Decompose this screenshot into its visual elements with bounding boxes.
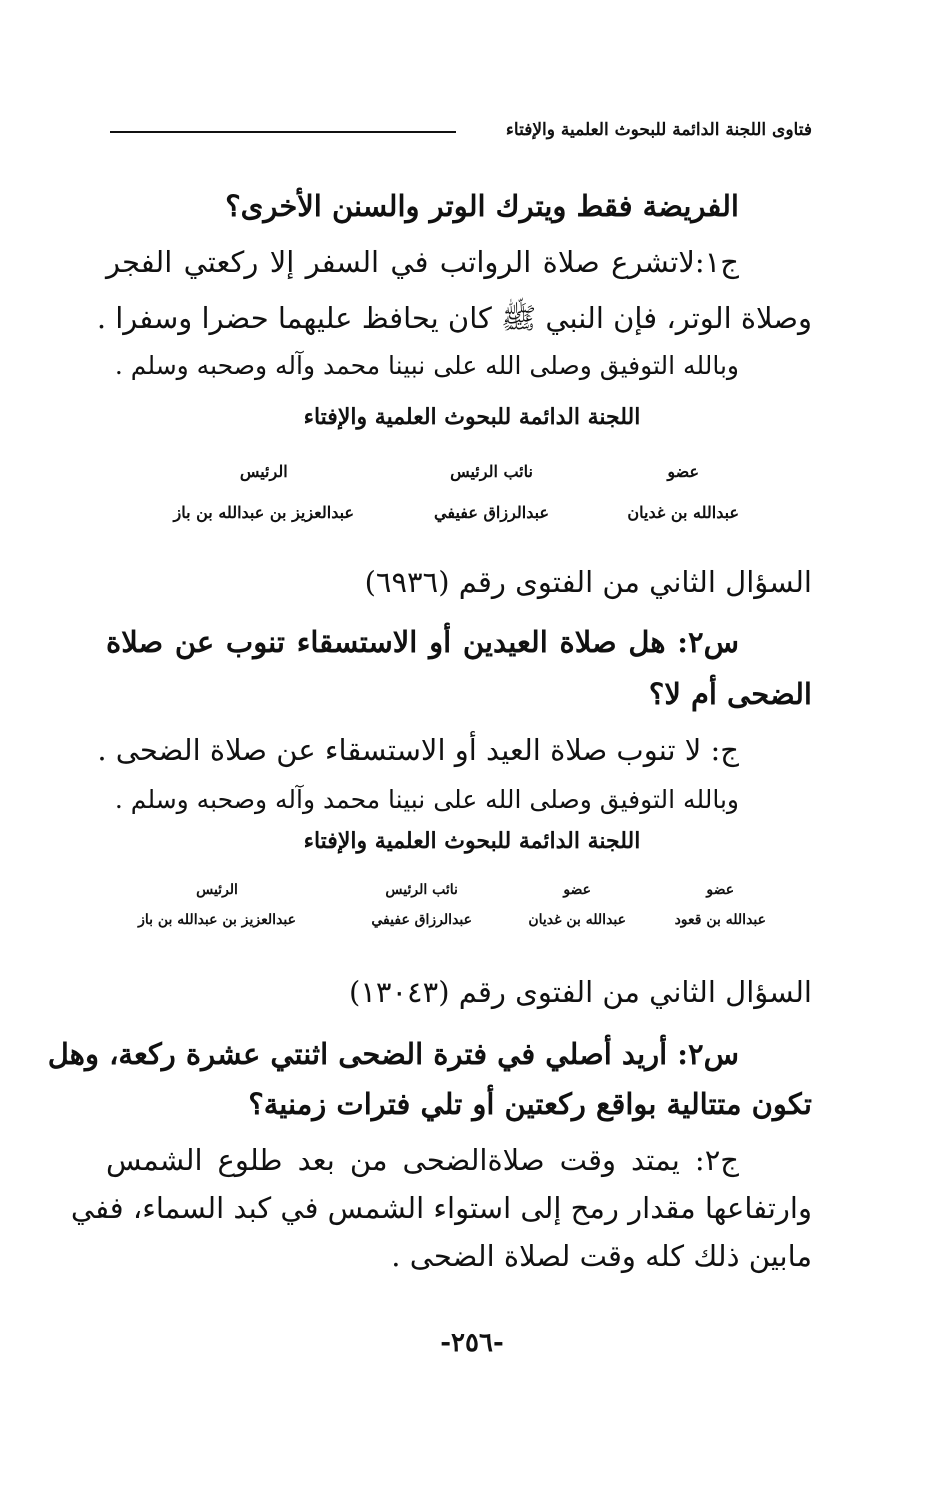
signatory-role: نائب الرئيس: [450, 462, 533, 481]
signatory-name: عبدالله بن غديان: [528, 912, 626, 928]
question-3-line-2: تكون متتالية بواقع ركعتين أو تلي فترات زمنية؟: [248, 1087, 812, 1121]
page-number: -٢٥٦-: [440, 1328, 504, 1358]
signatory-president: [174, 462, 355, 522]
closing-line-2: وبالله التوفيق وصلى الله على نبينا محمد وآله وصحبه وسلم .: [114, 785, 739, 814]
answer-3-line-1: ج٢: يمتد وقت صلاةالضحى من بعد طلوع الشمس: [106, 1143, 739, 1177]
signatory-role: نائب الرئيس: [385, 882, 458, 898]
signatory-name: عبدالعزيز بن عبدالله بن باز: [173, 503, 354, 522]
signatory-president: [138, 882, 296, 928]
signatory-member: [627, 462, 739, 522]
question-continuation: الفريضة فقط ويترك الوتر والسنن الأخرى؟: [225, 189, 739, 223]
header-rule: [110, 131, 456, 133]
signatory-name: عبدالله بن قعود: [674, 912, 766, 928]
question-2-line-2: الضحى أم لا؟: [648, 677, 812, 711]
answer-3-line-2: وارتفاعها مقدار رمح إلى استواء الشمس في كبد السماء، ففي: [70, 1191, 812, 1225]
signatory-vice-president: [371, 882, 472, 928]
answer-2: ج: لا تنوب صلاة العيد أو الاستسقاء عن صلاة الضحى .: [97, 733, 739, 767]
signatory-role: الرئيس: [196, 882, 238, 898]
signatory-member: [528, 882, 626, 928]
committee-name-1: اللجنة الدائمة للبحوث العلمية والإفتاء: [303, 404, 641, 430]
answer-3-line-3: مابين ذلك كله وقت لصلاة الضحى .: [391, 1239, 812, 1273]
closing-line-1: وبالله التوفيق وصلى الله على نبينا محمد وآله وصحبه وسلم .: [114, 351, 739, 380]
signatory-name: عبدالرزاق عفيفي: [371, 912, 472, 928]
fatwa-heading-2: السؤال الثاني من الفتوى رقم (١٣٠٤٣): [349, 975, 812, 1009]
signatory-role: الرئيس: [239, 462, 288, 481]
question-3-line-1: س٢: أريد أصلي في فترة الضحى اثنتي عشرة ركعة، وهل: [47, 1037, 739, 1071]
signatory-vice-president: [434, 462, 549, 522]
answer-1-line-2: وصلاة الوتر، فإن النبي ﷺ كان يحافظ عليهما حضرا وسفرا .: [96, 301, 812, 335]
signatory-role: عضو: [706, 882, 735, 898]
signatory-role: عضو: [563, 882, 592, 898]
question-2-line-1: س٢: هل صلاة العيدين أو الاستسقاء تنوب عن صلاة: [106, 625, 739, 659]
signatory-member: [675, 882, 766, 928]
signatory-name: عبدالله بن غديان: [627, 503, 739, 522]
answer-1-line-1: ج١:لاتشرع صلاة الرواتب في السفر إلا ركعتي الفجر: [106, 245, 739, 279]
committee-name-2: اللجنة الدائمة للبحوث العلمية والإفتاء: [303, 828, 641, 854]
signatory-role: عضو: [667, 462, 700, 481]
fatwa-heading-1: السؤال الثاني من الفتوى رقم (٦٩٣٦): [364, 565, 812, 599]
signatory-name: عبدالرزاق عفيفي: [434, 503, 549, 522]
signatory-name: عبدالعزيز بن عبدالله بن باز: [138, 912, 296, 928]
running-header: فتاوى اللجنة الدائمة للبحوث العلمية والإفتاء: [505, 120, 812, 140]
